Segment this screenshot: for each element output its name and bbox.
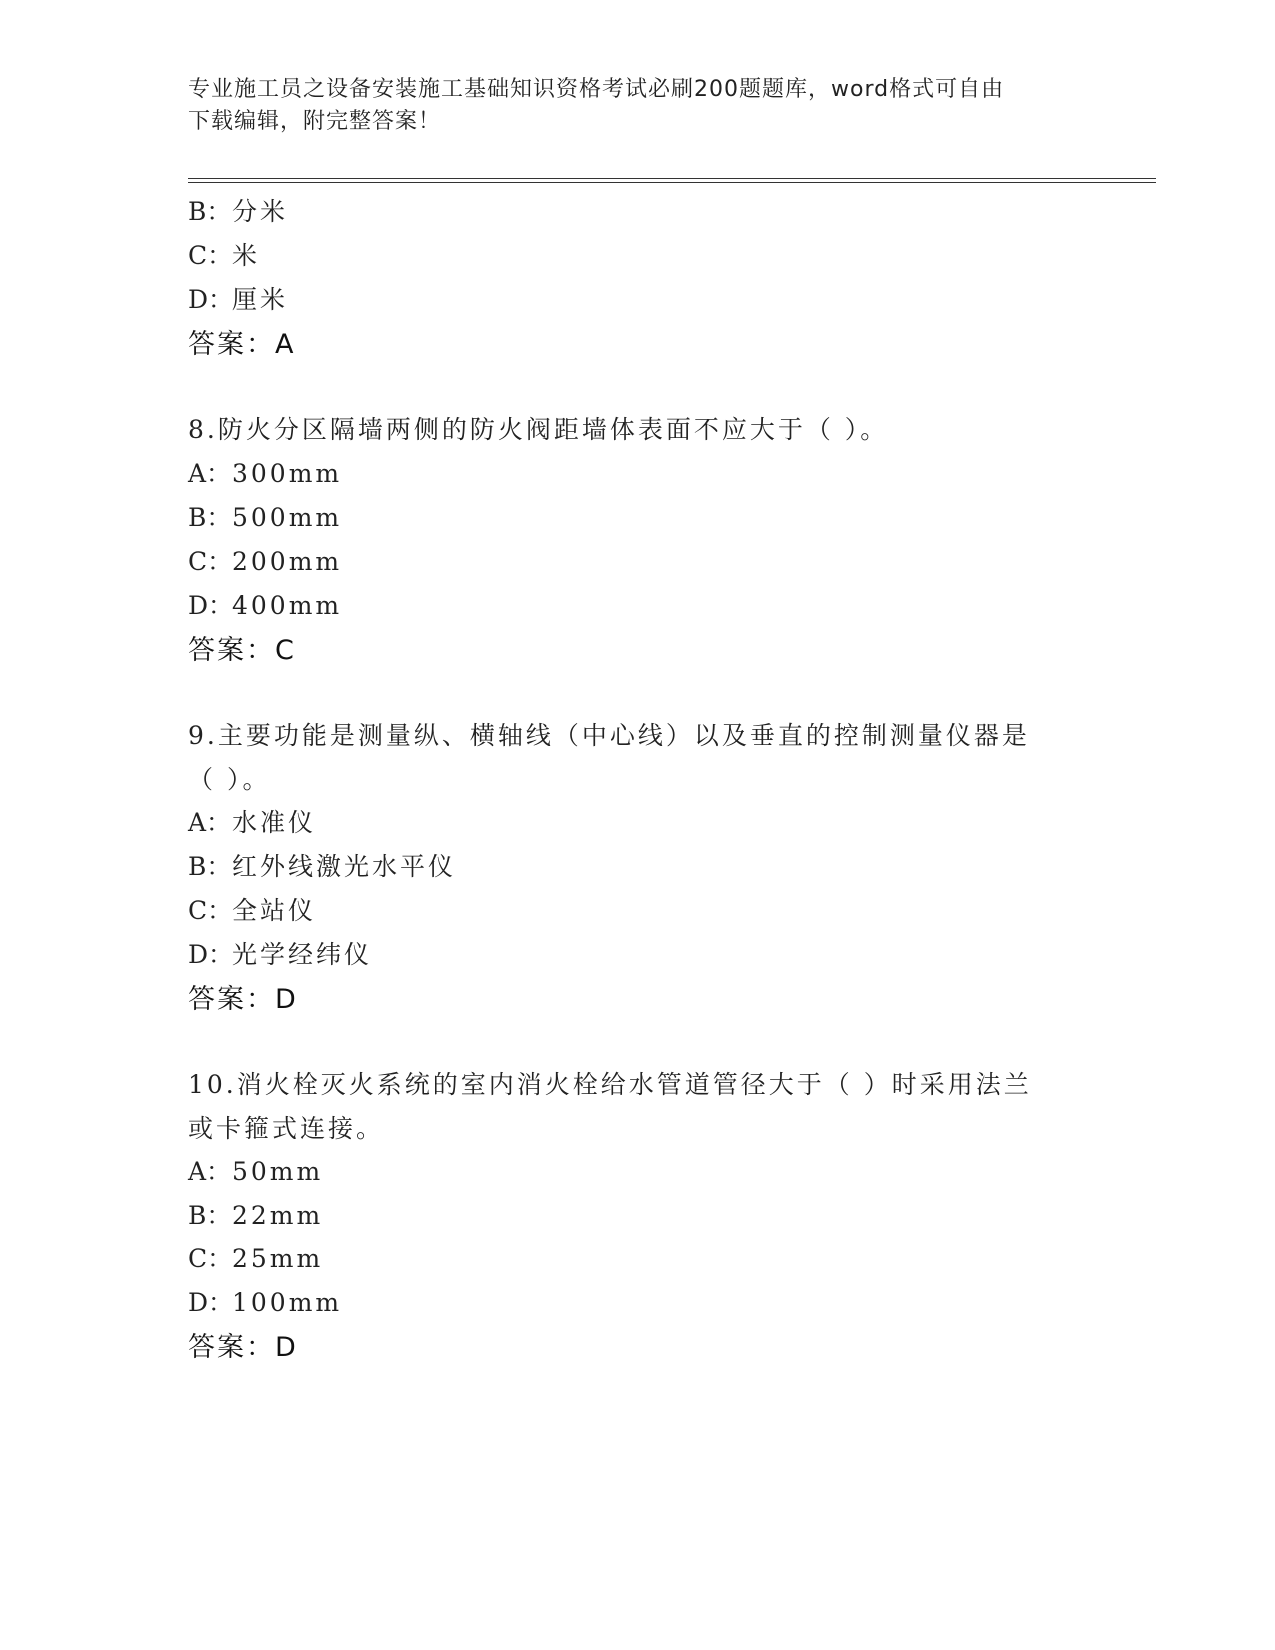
option-key: C： [188, 241, 233, 270]
header-line-1: 专业施工员之设备安装施工基础知识资格考试必刷200题题库，word格式可自由 [188, 77, 1005, 102]
option-d [188, 280, 288, 316]
option-a [188, 803, 316, 839]
option-text: 光学经纬仪 [232, 940, 373, 969]
answer-line: 答案：D [188, 1332, 298, 1363]
question-8: 8.防火分区隔墙两侧的防火阀距墙体表面不应大于（ ）。 [188, 415, 889, 444]
option-text: 分米 [232, 197, 289, 226]
option-text: 300mm [232, 459, 343, 488]
option-a [188, 1152, 323, 1188]
option-text: 米 [232, 241, 261, 270]
option-text: 200mm [232, 547, 343, 576]
question-10-line-2: 或卡箍式连接。 [188, 1114, 385, 1143]
header-line-2: 下载编辑，附完整答案！ [188, 109, 442, 134]
option-key: D： [188, 940, 234, 969]
option-key: C： [188, 547, 233, 576]
option-key: A： [188, 808, 232, 837]
option-a [188, 454, 342, 490]
option-text: 500mm [232, 503, 343, 532]
option-b [188, 498, 342, 534]
answer-line: 答案：C [188, 635, 296, 666]
option-key: B： [188, 197, 232, 226]
option-text: 50mm [232, 1157, 324, 1186]
option-key: D： [188, 1288, 234, 1317]
option-key: C： [188, 896, 233, 925]
option-d [188, 586, 342, 622]
option-b [188, 1196, 323, 1232]
answer-line: 答案：D [188, 984, 298, 1015]
option-text: 全站仪 [232, 896, 317, 925]
option-c [188, 891, 316, 927]
option-key: B： [188, 852, 232, 881]
option-key: A： [188, 1157, 232, 1186]
option-c [188, 1239, 323, 1275]
option-key: B： [188, 503, 232, 532]
option-c [188, 236, 260, 272]
option-text: 红外线激光水平仪 [232, 852, 457, 881]
option-d [188, 1283, 342, 1319]
question-9-line-1: 9.主要功能是测量纵、横轴线（中心线）以及垂直的控制测量仪器是 [188, 721, 1030, 750]
answer-line: 答案：A [188, 329, 296, 360]
option-text: 厘米 [232, 285, 289, 314]
option-key: B： [188, 1201, 232, 1230]
option-c [188, 542, 342, 578]
option-key: A： [188, 459, 232, 488]
option-b [188, 192, 288, 228]
question-10-line-1: 10.消火栓灭火系统的室内消火栓给水管道管径大于（ ）时采用法兰 [188, 1070, 1032, 1099]
option-text: 水准仪 [232, 808, 317, 837]
option-b [188, 847, 456, 883]
option-text: 400mm [232, 591, 343, 620]
option-text: 22mm [232, 1201, 324, 1230]
option-key: D： [188, 591, 234, 620]
option-key: C： [188, 1244, 233, 1273]
option-d [188, 935, 372, 971]
option-key: D： [188, 285, 234, 314]
option-text: 100mm [232, 1288, 343, 1317]
header-divider-bottom [188, 182, 1156, 183]
document-header [188, 74, 1068, 138]
option-text: 25mm [232, 1244, 324, 1273]
question-9-line-2: （ ）。 [188, 765, 271, 794]
header-divider-top [188, 178, 1156, 179]
